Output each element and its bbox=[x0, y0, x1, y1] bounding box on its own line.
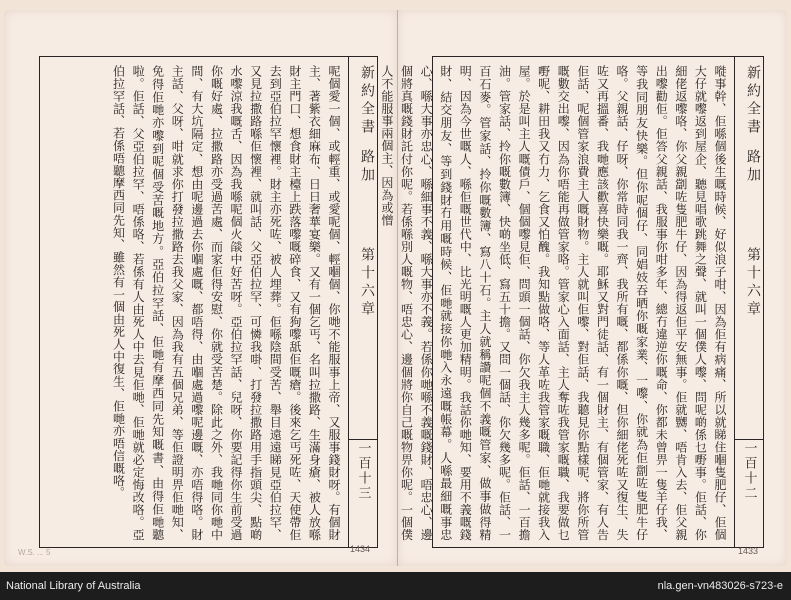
right-book-title: 新約全書 bbox=[745, 65, 761, 137]
right-archive-number: 1433 bbox=[738, 546, 759, 556]
right-header-column bbox=[734, 57, 763, 547]
library-credit: National Library of Australia bbox=[6, 580, 141, 592]
right-page bbox=[379, 10, 787, 566]
credit-bar bbox=[0, 572, 791, 600]
left-pencil-mark: W.S. ... 5 bbox=[18, 548, 51, 557]
left-page-number: 一百十三 bbox=[349, 439, 377, 502]
left-text-frame bbox=[39, 56, 378, 548]
left-page bbox=[4, 10, 397, 566]
item-identifier: nla.gen-vn483026-s723-e bbox=[657, 580, 783, 592]
right-gospel-title: 路加 bbox=[745, 149, 761, 185]
left-body-text: 呢個愛一個、或輕重、或愛呢個、輕嗰個、你哋不能服事上帝、又服事錢財呀。有個財主、著紫衣細麻布、日日奢華宴樂。又有一個乞丐、名叫拉撒路、生滿身瘡、被人放喺財主門口、想食財主檯上跌落嚟嘅碎食、又有狗嚟舐佢嘅瘡。後來乞丐死咗、天使帶佢去到亞伯拉罕懷裡。財主亦死咗、被人埋葬。佢喺陰間受苦、舉目遠遠睇見亞伯拉罕、又見拉撒路喺佢懷裡、就叫話、父亞伯拉罕、可憐我啩、打發拉撒路用手指頭尖、點啲水嚟涼我嘅舌、因為我喺呢個火燄中好苦呀。亞伯拉罕話、兒呀、你要記得你生前受過你嘅好處、拉撒路亦受過苦處、而家佢得安慰、你就受苦楚。除此之外、我哋同你哋中間、有大坑隔定、想由呢邊過去你嗰處嘅、都唔得、由嗰處過嚟呢邊嘅、亦唔得咯。財主話、父呀、咁就求你打發拉撒路去我父家、因為我有五個兄弟、等佢證明畀佢哋知、免得佢哋亦嚟到呢個受苦嘅地方。亞伯拉罕話、佢哋有摩西同先知嘅書、由得佢哋聽啦。佢話、父亞伯拉罕、唔係咯、若係有人由死人中去見佢哋、佢哋就必定悔改咯。亞伯拉罕話、若係唔聽摩西同先知、雖然有一個由死人中復生、佢哋亦唔信嘅咯。 bbox=[111, 65, 341, 541]
left-header-column bbox=[348, 57, 377, 547]
left-archive-number: 1434 bbox=[350, 544, 371, 554]
left-gospel-title: 路加 bbox=[359, 149, 375, 185]
left-chapter-label: 第十六章 bbox=[359, 247, 375, 319]
right-page-number: 一百十二 bbox=[735, 439, 763, 502]
right-chapter-label: 第十六章 bbox=[745, 247, 761, 319]
right-body-text: 嘥事幹、佢喺個後生嘅時候、好似浪子咁、因為佢有病痛、所以就睇住嗰隻肥仔、佢個大仔就嚟返到屋企、聽見唱歌跳舞之聲、就叫一個僕人嚟、問呢啲係乜嘢事。佢話、你細佬返嚟咯、你父親劏咗隻肥牛仔、因為得返佢平安無事。佢就嬲、唔肯入去、佢父親出嚟勸佢。佢答父親話、我服事你咁多年、總冇違逆你嘅命、你都未曾畀一隻羊仔我、等我同朋友快樂。但你呢個仔、同娼妓吞晒你嘅家業、一嚟、你就為佢劏咗隻肥牛仔咯。父親話、仔呀、你常時同我一齊、我所有嘅、都係你嘅、但你細佬死咗又復生、失咗又再搵番、我哋應該歡喜快樂嘅。耶穌又對門徒話、有一個財主、有個管家、有人告佢話、呢個管家浪費主人嘅財物。主人就叫佢嚟、對佢話、我聽見你點樣呢、將你所管嘅數交出嚟、因為你唔能再做管家咯。管家心入面話、主人奪咗我管家嘅職、我要做乜嘢呢、耕田我又冇力、乞食又怕醜。我知點做咯、等人革咗我管家嘅職、佢哋就接我入屋。於是叫主人嘅債戶、個個嚟見佢、問頭一個話、你欠我主人幾多呢。佢話、一百擔油。管家話、拎你嘅數簿、快啲坐低、寫五十擔。又問一個話、你欠幾多呢。佢話、一百石麥。管家話、拎你嘅數簿、寫八十石。主人就稱讚呢個不義嘅管家、做事做得精明、因為今世嘅人、喺佢嘅世代中、比光明嘅人更加精明。我話你哋知、要用不義嘅錢財、結交朋友、等到錢財冇用嘅時候、佢哋就接你哋入永遠嘅帳幕。人喺最細嘅事忠心、喺大事亦忠心、喺細事不義、喺大事亦不義。若係你哋喺不義嘅錢財、唔忠心、邊個將真嘅錢財託付你呢。若係喺別人嘅物、唔忠心、邊個將你自己嘅物畀你呢。一個僕人不能服事兩個主、因為或憎 bbox=[379, 65, 727, 541]
left-book-title: 新約全書 bbox=[359, 65, 375, 137]
right-text-frame bbox=[379, 56, 764, 548]
